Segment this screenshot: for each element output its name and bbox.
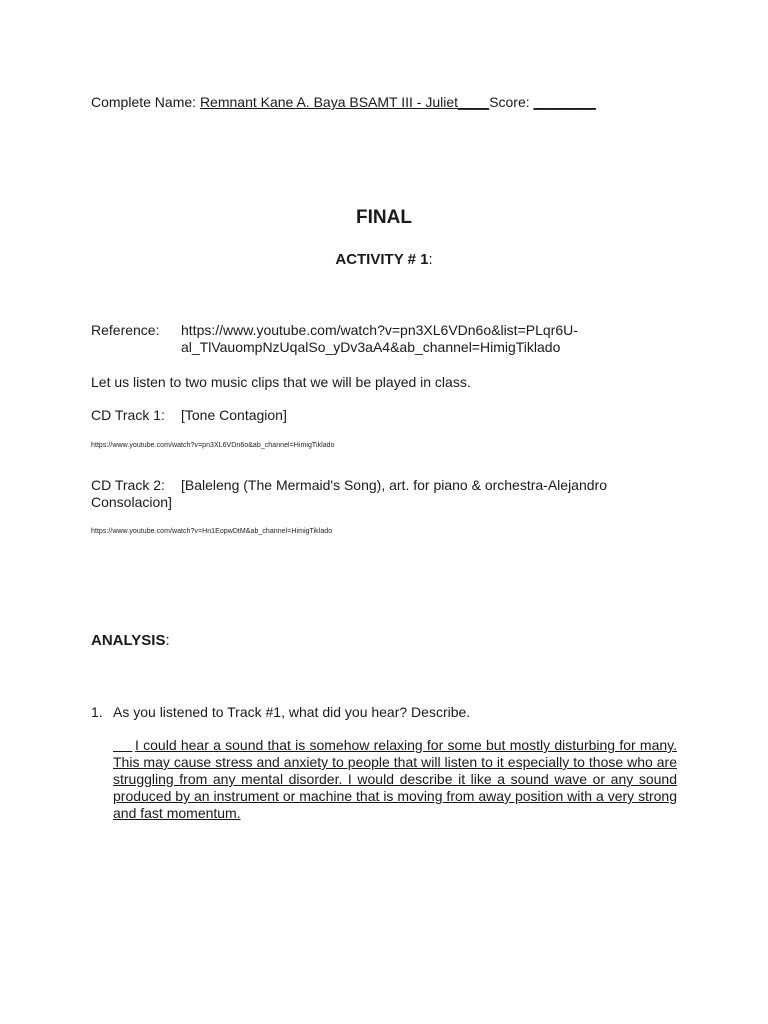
activity-heading [0, 251, 768, 268]
activity-colon: : [428, 251, 433, 268]
track2-link[interactable]: https://www.youtube.com/watch?v=Hn1EopwDtM&ab_channel=HimigTiklado [91, 528, 333, 535]
activity-label: ACTIVITY # 1 [335, 251, 429, 268]
intro-text: Let us listen to two music clips that we will be played in class. [91, 374, 471, 390]
track1-link[interactable]: https://www.youtube.com/watch?v=pn3XL6VDn6o&ab_channel=HimigTiklado [91, 442, 335, 449]
track2-label: CD Track 2: [91, 477, 165, 493]
score-blank: ______ [549, 94, 596, 110]
score-value[interactable]: __ [533, 94, 550, 110]
question-number: 1. [91, 704, 103, 720]
analysis-heading [91, 632, 170, 649]
page-title: FINAL [356, 207, 412, 228]
name-value[interactable]: Remnant Kane A. Baya BSAMT III - Juliet [199, 94, 459, 110]
track2-title-line2: Consolacion] [91, 494, 172, 510]
reference-label: Reference: [91, 322, 160, 338]
name-label: Complete Name: [91, 94, 197, 110]
track1-title: [Tone Contagion] [181, 407, 287, 423]
answer-text: I could hear a sound that is somehow relaxing for some but mostly disturbing for many. This may cause stress and anxiety to people that will listen to it especially to those who are struggling from any mental disorder. I would describe it like a sound wave or any sound produced by an instrument or machine that is moving from away position with a very strong and fast momentum. [113, 737, 677, 821]
name-row [91, 94, 596, 110]
track2-title-line1: [Baleleng (The Mermaid's Song), art. for piano & orchestra-Alejandro [181, 477, 607, 493]
track1-label: CD Track 1: [91, 407, 165, 423]
reference-link-line2[interactable]: al_TlVauompNzUqalSo_yDv3aA4&ab_channel=HimigTiklado [181, 339, 561, 355]
reference-link-line1[interactable]: https://www.youtube.com/watch?v=pn3XL6VDn6o&list=PLqr6U- [181, 322, 578, 338]
question-text: As you listened to Track #1, what did you hear? Describe. [113, 704, 471, 720]
name-blank: ____ [458, 94, 490, 110]
answer-paragraph[interactable] [113, 737, 677, 822]
score-label: Score: [489, 94, 530, 110]
analysis-label: ANALYSIS [91, 632, 166, 649]
answer-indent [113, 737, 135, 754]
analysis-colon: : [165, 632, 170, 649]
